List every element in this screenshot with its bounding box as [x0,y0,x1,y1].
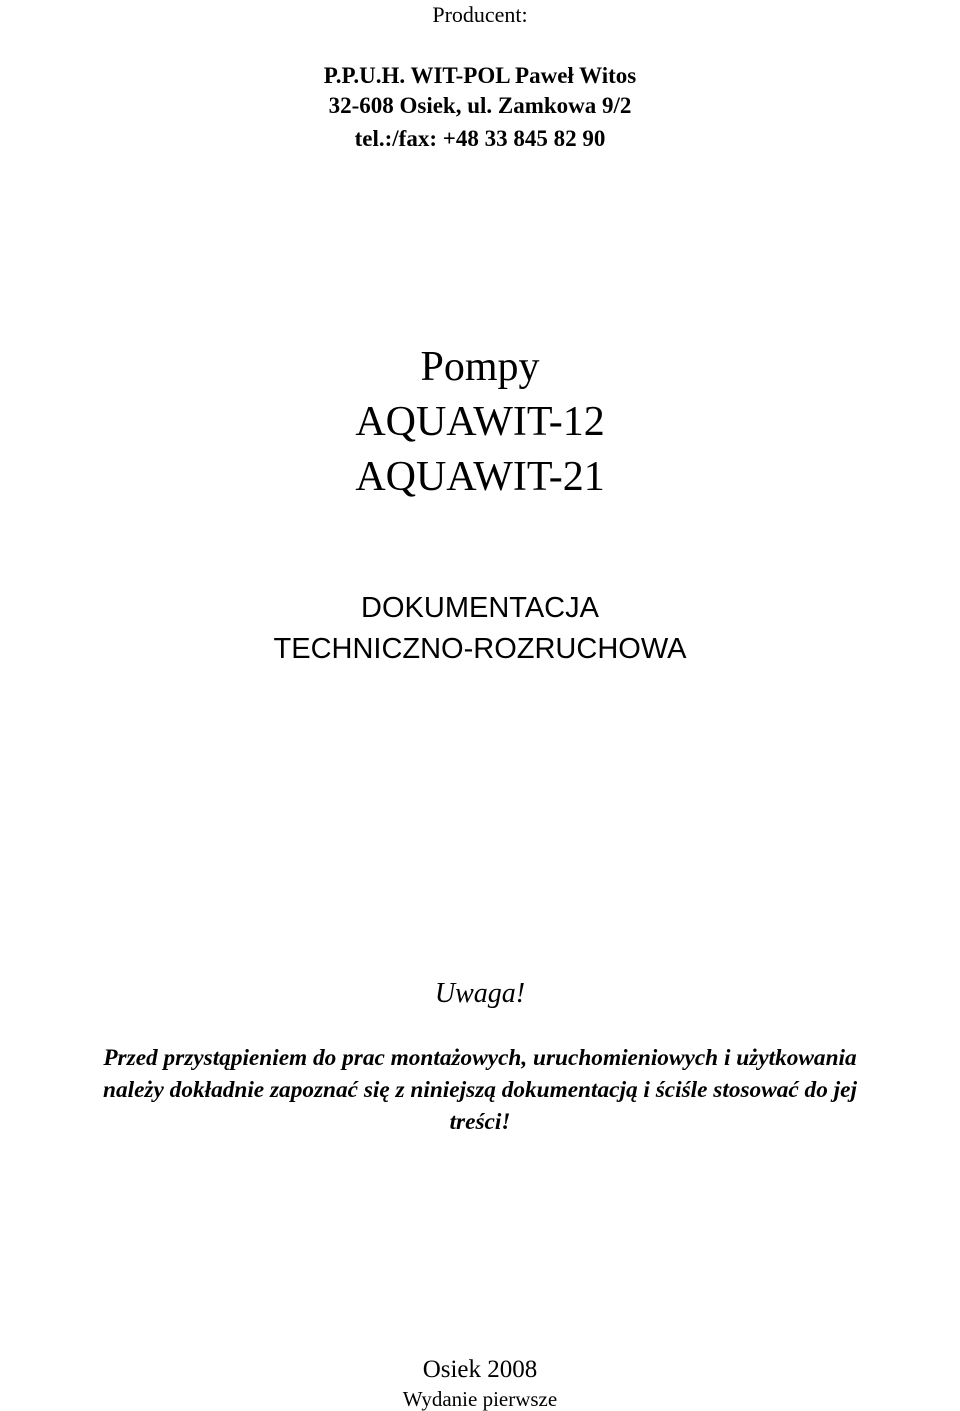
warning-text-line-3: treści! [449,1109,511,1135]
product-model-2: AQUAWIT-21 [355,454,605,500]
company-address: 32-608 Osiek, ul. Zamkowa 9/2 [328,93,632,118]
place-and-year: Osiek 2008 [422,1356,538,1383]
warning-text [0,1042,960,1138]
warning-text-line-2: należy dokładnie zapoznać się z niniejszą dokumentacją i ściśle stosować do jej [103,1077,857,1103]
document-type-line-1: DOKUMENTACJA [361,592,599,624]
edition-label: Wydanie pierwsze [402,1387,558,1411]
company-phone: tel.:/fax: +48 33 845 82 90 [354,126,606,151]
warning-text-line-1: Przed przystąpieniem do prac montażowych, uruchomieniowych i użytkowania [103,1045,857,1071]
product-title: Pompy [420,344,540,390]
company-name: P.P.U.H. WIT-POL Paweł Witos [323,63,637,88]
producer-label: Producent: [432,2,528,27]
warning-heading: Uwaga! [434,978,526,1009]
document-type-line-2: TECHNICZNO-ROZRUCHOWA [273,633,687,665]
product-model-1: AQUAWIT-12 [355,399,605,445]
